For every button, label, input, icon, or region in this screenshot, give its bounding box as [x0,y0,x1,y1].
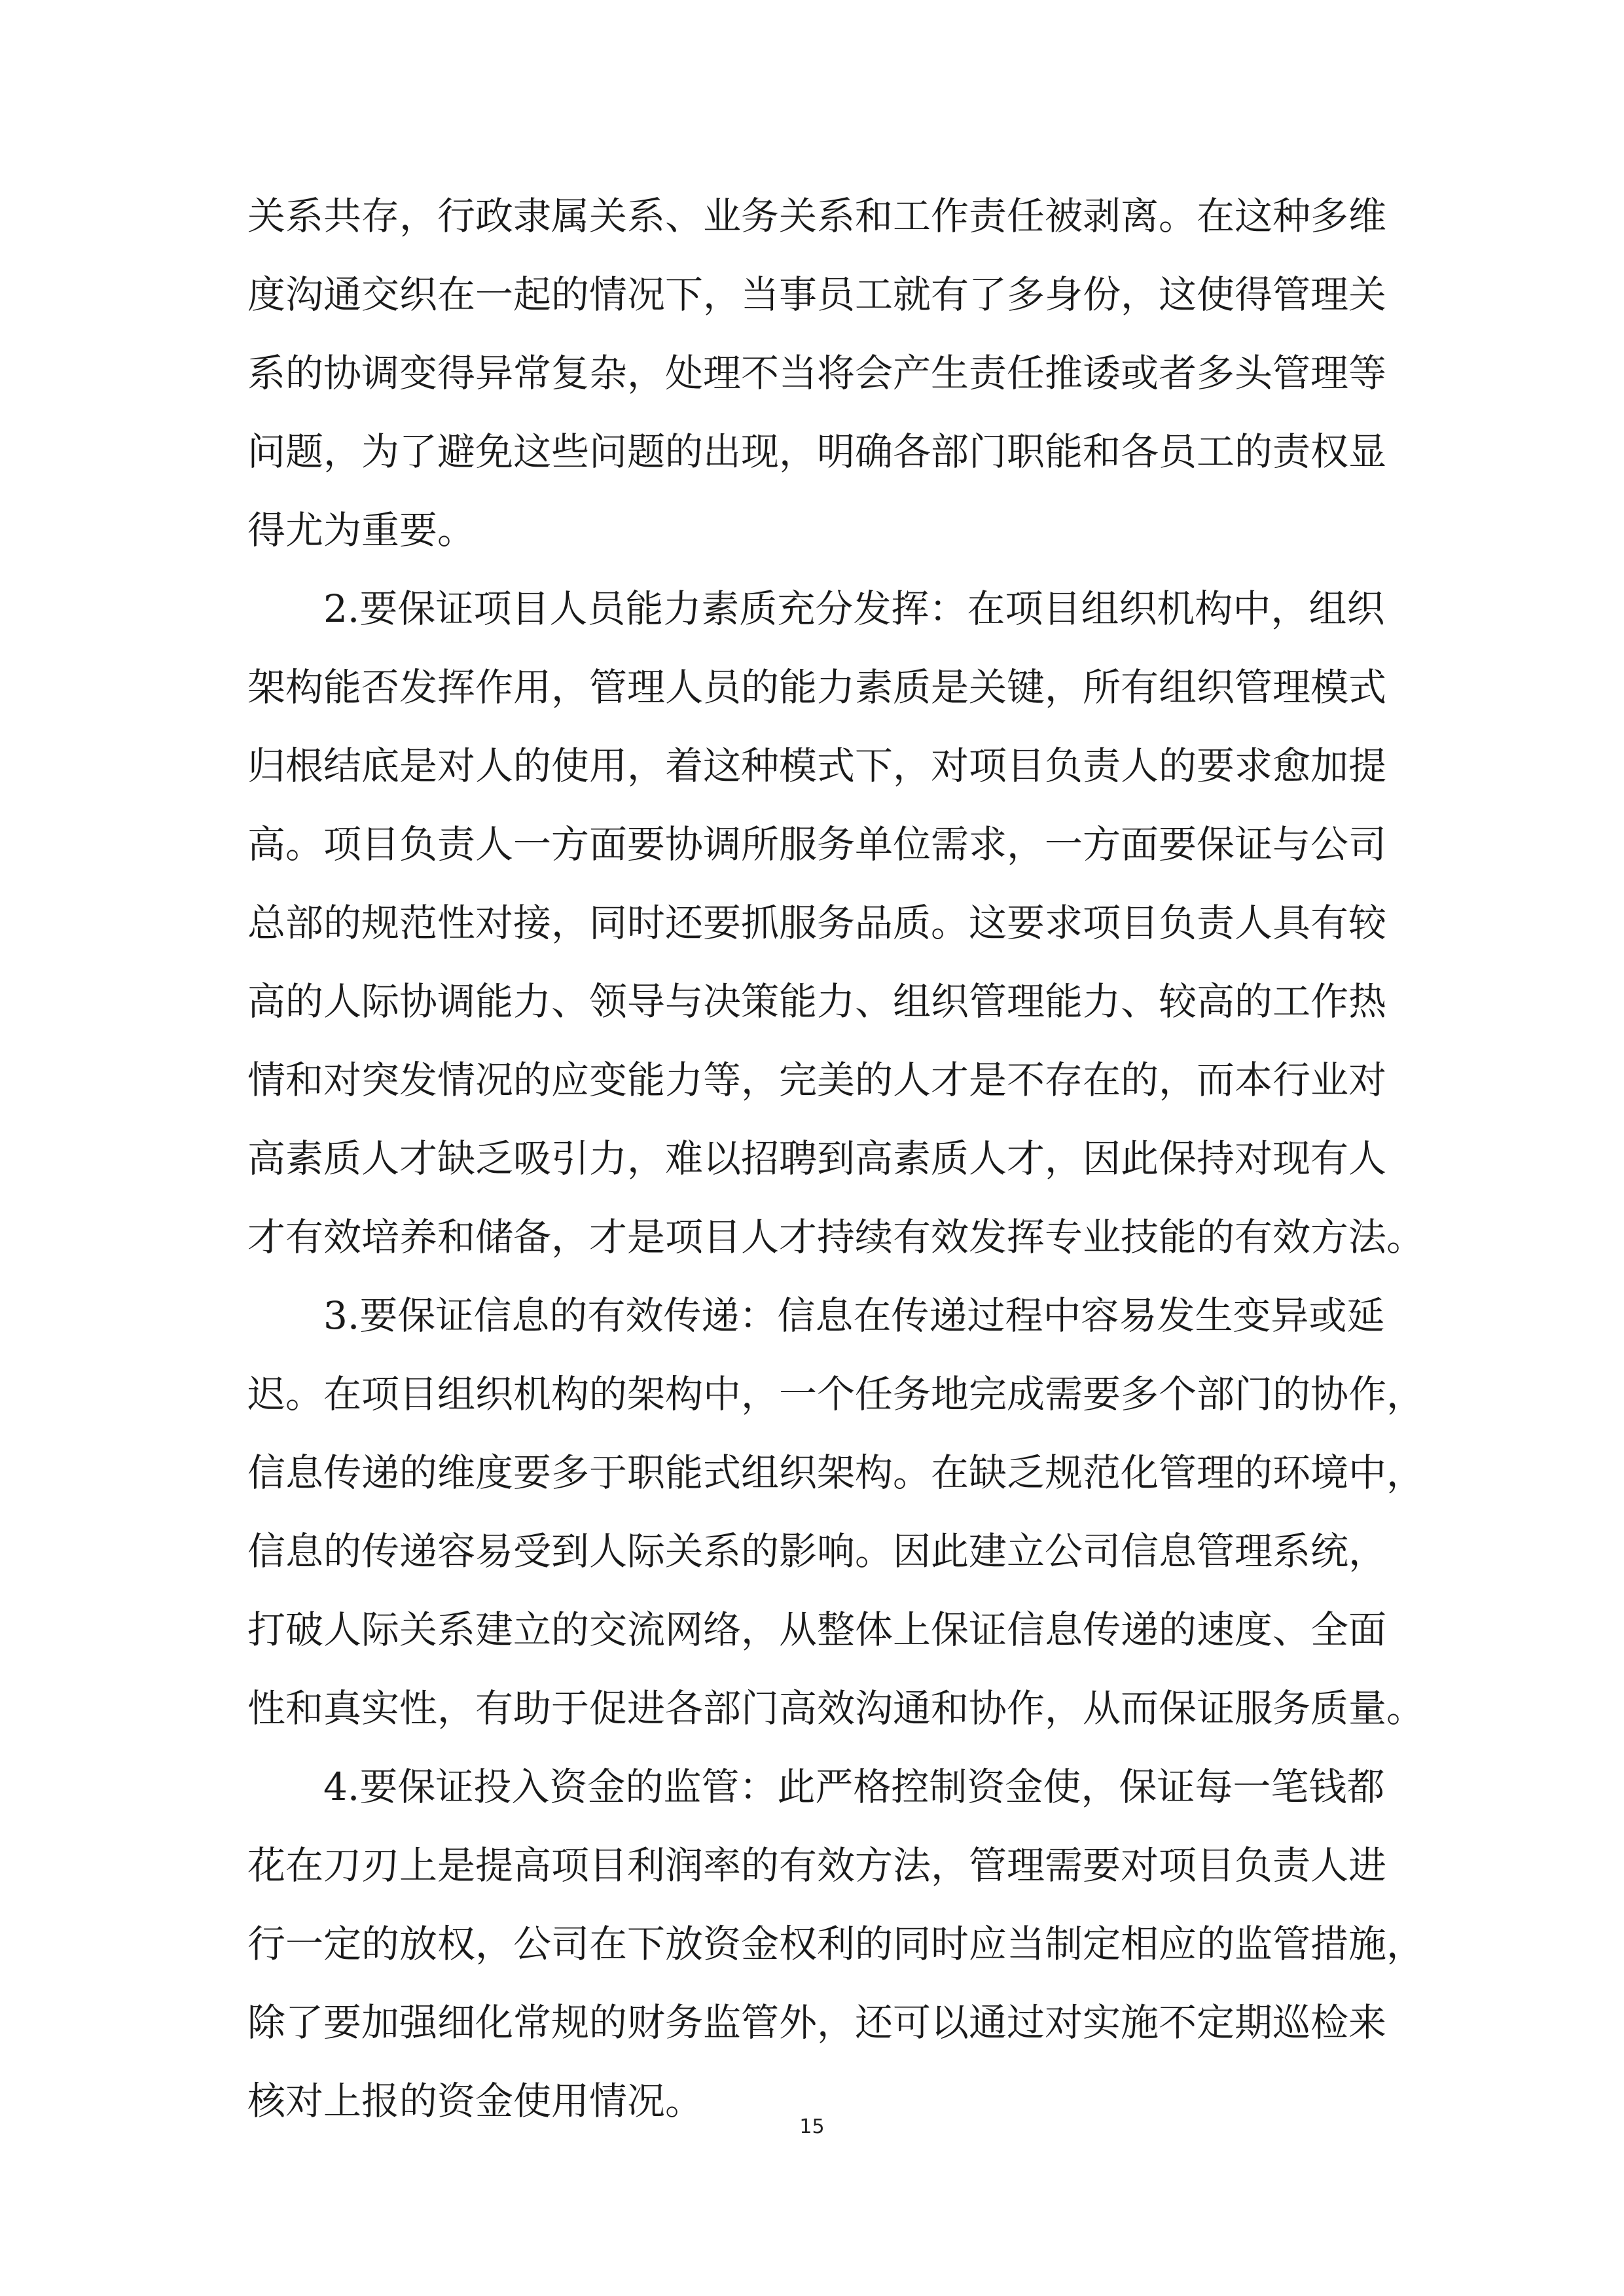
text-line-9: 高。项目负责人一方面要协调所服务单位需求，一方面要保证与公司 [247,822,1387,867]
text-line-14: 才有效培养和储备，才是项目人才持续有效发挥专业技能的有效方法。 [247,1215,1425,1259]
text-line-12: 情和对突发情况的应变能力等，完美的人才是不存在的，而本行业对 [247,1058,1387,1102]
text-line-23: 行一定的放权，公司在下放资金权利的同时应当制定相应的监管措施， [247,1922,1425,1966]
text-line-21: 4.要保证投入资金的监管：此严格控制资金使，保证每一笔钱都 [323,1765,1385,1809]
text-line-8: 归根结底是对人的使用，着这种模式下，对项目负责人的要求愈加提 [247,744,1387,788]
text-line-25: 核对上报的资金使用情况。 [247,2079,704,2123]
text-line-20: 性和真实性，有助于促进各部门高效沟通和协作，从而保证服务质量。 [247,1686,1425,1731]
text-line-4: 问题，为了避免这些问题的出现，明确各部门职能和各员工的责权显 [247,429,1387,474]
text-line-22: 花在刀刃上是提高项目利润率的有效方法，管理需要对项目负责人进 [247,1843,1387,1888]
text-line-1: 关系共存，行政隶属关系、业务关系和工作责任被剥离。在这种多维 [247,194,1387,238]
page-number: 15 [799,2115,825,2138]
body-text [247,177,1425,2140]
text-line-10: 总部的规范性对接，同时还要抓服务品质。这要求项目负责人具有较 [247,901,1387,945]
text-line-16: 迟。在项目组织机构的架构中，一个任务地完成需要多个部门的协作， [247,1372,1425,1416]
text-line-15: 3.要保证信息的有效传递：信息在传递过程中容易发生变异或延 [323,1293,1385,1338]
text-line-24: 除了要加强细化常规的财务监管外，还可以通过对实施不定期巡检来 [247,2000,1387,2045]
text-line-3: 系的协调变得异常复杂，处理不当将会产生责任推诿或者多头管理等 [247,351,1387,395]
text-line-5: 得尤为重要。 [247,508,476,552]
text-line-18: 信息的传递容易受到人际关系的影响。因此建立公司信息管理系统， [247,1529,1387,1573]
text-line-17: 信息传递的维度要多于职能式组织架构。在缺乏规范化管理的环境中， [247,1450,1425,1495]
text-line-11: 高的人际协调能力、领导与决策能力、组织管理能力、较高的工作热 [247,979,1387,1024]
text-line-19: 打破人际关系建立的交流网络，从整体上保证信息传递的速度、全面 [247,1607,1387,1652]
text-line-7: 架构能否发挥作用，管理人员的能力素质是关键，所有组织管理模式 [247,665,1387,709]
text-line-2: 度沟通交织在一起的情况下，当事员工就有了多身份，这使得管理关 [247,272,1387,317]
text-line-6: 2.要保证项目人员能力素质充分发挥：在项目组织机构中，组织 [323,586,1385,631]
text-line-13: 高素质人才缺乏吸引力，难以招聘到高素质人才，因此保持对现有人 [247,1136,1387,1181]
